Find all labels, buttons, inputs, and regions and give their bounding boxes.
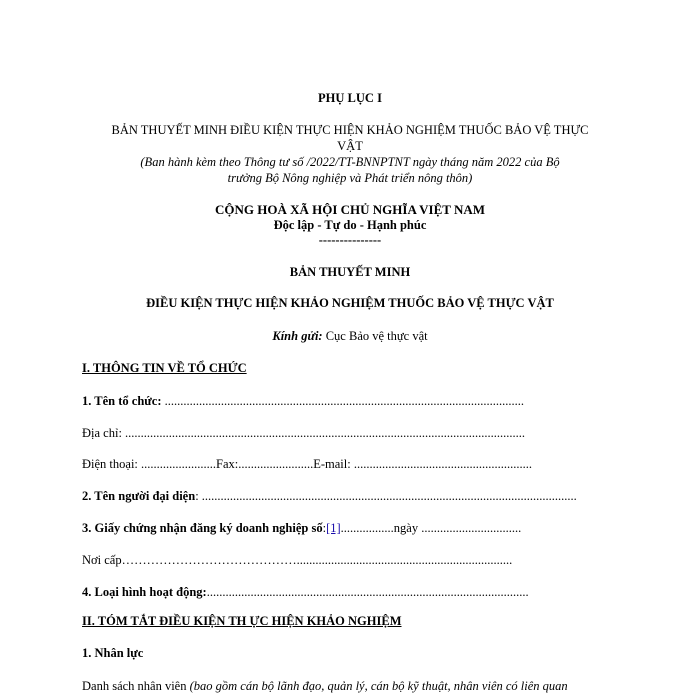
appendix-heading-line1: BẢN THUYẾT MINH ĐIỀU KIỆN THỰC HIỆN KHẢO NGHIỆM THUỐC BẢO VỆ THỰC (111, 123, 589, 137)
business-cert-dots: .................ngày ................................ (340, 521, 522, 535)
staff-heading: 1. Nhân lực (82, 646, 144, 660)
country-name: CỘNG HOÀ XÃ HỘI CHỦ NGHĨA VIỆT NAM (214, 202, 486, 217)
business-cert-colon: : (322, 521, 327, 535)
motto-divider: --------------- (318, 233, 382, 247)
issued-note-line2: trưởng Bộ Nông nghiệp và Phát triển nông thôn) (227, 171, 473, 185)
representative-label: 2. Tên người đại diện (82, 489, 196, 503)
recipient-line (70, 329, 630, 344)
national-motto: Độc lập - Tự do - Hạnh phúc (273, 218, 427, 232)
business-cert-label: 3. Giấy chứng nhận đăng ký doanh nghiệp số (82, 521, 323, 535)
org-type-label: 4. Loại hình hoạt động: (82, 585, 207, 599)
address-line: Địa chỉ: ................................................................................................................................ (82, 426, 526, 440)
document-title: BẢN THUYẾT MINH (289, 265, 411, 279)
representative-line (82, 489, 577, 504)
issued-note-line1: (Ban hành kèm theo Thông tư số /2022/TT-BNNPTNT ngày tháng năm 2022 của Bộ (140, 155, 560, 169)
staff-description (82, 679, 568, 694)
org-type-line (82, 585, 529, 600)
staff-description-note: (bao gồm cán bộ lãnh đạo, quản lý, cán bộ kỹ thuật, nhân viên có liên quan (189, 679, 568, 693)
issue-place-line: Nơi cấp……………………………………..................................................................... (82, 553, 513, 567)
contact-line: Điện thoại: ........................Fax:........................E-mail: ......................................................... (82, 457, 532, 471)
section1-heading: I. THÔNG TIN VỀ TỔ CHỨC (82, 361, 247, 375)
org-name-dots: ................................................................................................................... (164, 394, 524, 408)
recipient-label: Kính gửi: (272, 329, 323, 343)
appendix-heading-line2: VẬT (337, 139, 363, 153)
footnote-link[interactable]: [1] (326, 521, 341, 535)
org-name-line (82, 394, 524, 409)
business-cert-line (82, 521, 521, 536)
org-name-label: 1. Tên tổ chức: (82, 394, 165, 408)
appendix-title: PHỤ LỤC I (318, 91, 382, 105)
staff-description-text: Danh sách nhân viên (82, 679, 190, 693)
recipient-value: Cục Bảo vệ thực vật (322, 329, 428, 343)
document-subtitle: ĐIỀU KIỆN THỰC HIỆN KHẢO NGHIỆM THUỐC BẢO VỆ THỰC VẬT (146, 296, 554, 310)
org-type-dots: ....................................................................................................... (206, 585, 529, 599)
representative-dots: : ........................................................................................................................ (195, 489, 577, 503)
section2-heading: II. TÓM TẮT ĐIỀU KIỆN TH ỰC HIỆN KHẢO NGHIỆM (82, 614, 402, 628)
